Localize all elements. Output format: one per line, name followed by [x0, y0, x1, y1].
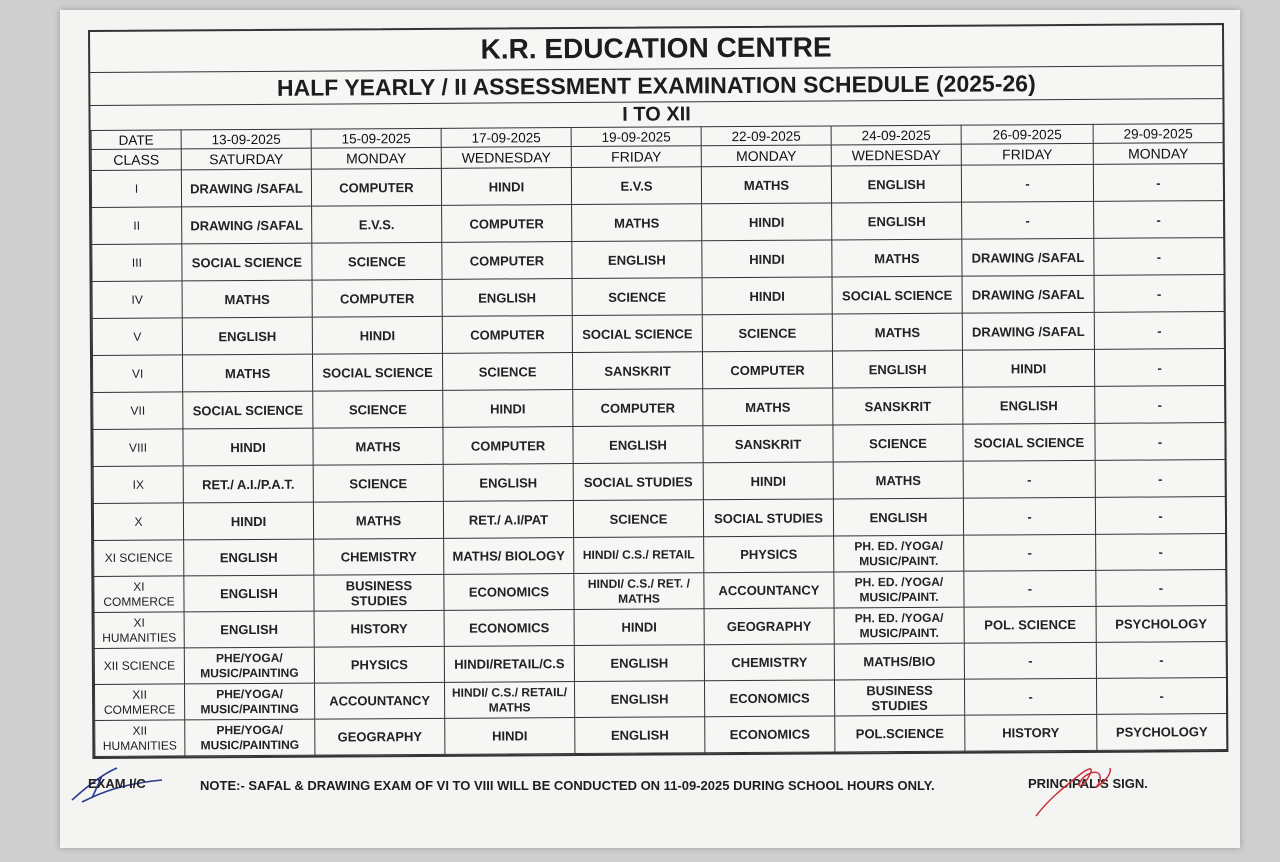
- subject-cell: ENGLISH: [575, 717, 705, 754]
- subject-cell: COMPUTER: [442, 205, 572, 243]
- footer-note: NOTE:- SAFAL & DRAWING EXAM OF VI TO VIII WILL BE CONDUCTED ON 11-09-2025 DURING SCHOOL HOURS ONLY.: [200, 778, 935, 793]
- subject-cell: ENGLISH: [831, 165, 961, 203]
- subject-cell: SCIENCE: [833, 424, 963, 462]
- subject-cell: ENGLISH: [573, 426, 703, 464]
- class-cell: IX: [93, 466, 183, 504]
- class-range: I TO XII: [622, 103, 691, 126]
- subject-cell: SCIENCE: [702, 314, 832, 352]
- principal-signature-icon: [1028, 760, 1128, 822]
- subject-cell: HINDI/ C.S./ RETAIL: [574, 537, 704, 574]
- subject-cell: -: [1095, 386, 1225, 424]
- class-cell: XI HUMANITIES: [94, 612, 184, 649]
- subject-cell: HINDI: [702, 203, 832, 241]
- subject-cell: COMPUTER: [573, 389, 703, 427]
- subject-cell: COMPUTER: [311, 168, 441, 206]
- subject-cell: PSYCHOLOGY: [1096, 606, 1226, 643]
- class-cell: VII: [93, 392, 183, 430]
- exam-ic-label: EXAM I/C: [88, 776, 146, 791]
- subject-cell: SCIENCE: [572, 278, 702, 316]
- class-cell: X: [93, 503, 183, 541]
- subject-cell: DRAWING /SAFAL: [181, 169, 311, 207]
- subject-cell: -: [1096, 678, 1226, 715]
- class-cell: V: [92, 318, 182, 356]
- subject-cell: MATHS: [701, 166, 831, 204]
- day-cell: MONDAY: [311, 147, 441, 169]
- day-cell: MONDAY: [701, 145, 831, 167]
- date-cell: 29-09-2025: [1093, 124, 1223, 144]
- subject-cell: SOCIAL SCIENCE: [182, 243, 312, 281]
- subject-cell: PHE/YOGA/ MUSIC/PAINTING: [185, 719, 315, 756]
- class-cell: XII HUMANITIES: [95, 720, 185, 757]
- day-cell: WEDNESDAY: [441, 147, 571, 169]
- subject-cell: MATHS: [572, 204, 702, 242]
- subject-cell: -: [1094, 349, 1224, 387]
- subject-cell: HINDI: [962, 349, 1094, 387]
- date-cell: 22-09-2025: [701, 126, 831, 146]
- subject-cell: -: [1096, 534, 1226, 571]
- subject-cell: HINDI: [702, 277, 832, 315]
- exam-title: HALF YEARLY / II ASSESSMENT EXAMINATION SCHEDULE (2025-26): [90, 66, 1222, 106]
- subject-cell: PH. ED. /YOGA/ MUSIC/PAINT.: [834, 607, 964, 644]
- subject-cell: SOCIAL SCIENCE: [963, 423, 1095, 461]
- subject-cell: COMPUTER: [443, 427, 573, 465]
- subject-cell: -: [962, 201, 1094, 239]
- subject-cell: -: [1093, 164, 1223, 202]
- subject-cell: -: [1096, 642, 1226, 679]
- table-row: [95, 714, 1227, 757]
- subject-cell: DRAWING /SAFAL: [962, 238, 1094, 276]
- subject-cell: -: [964, 642, 1096, 679]
- date-cell: 13-09-2025: [181, 129, 311, 149]
- subject-cell: ECONOMICS: [704, 680, 834, 717]
- schedule-sheet: [88, 23, 1228, 759]
- subject-cell: SCIENCE: [312, 242, 442, 280]
- schedule-table: [91, 123, 1228, 757]
- subject-cell: HINDI: [445, 718, 575, 755]
- subject-cell: HINDI: [183, 428, 313, 466]
- subject-cell: PHYSICS: [704, 536, 834, 573]
- class-cell: XI SCIENCE: [94, 540, 184, 577]
- day-cell: FRIDAY: [571, 146, 701, 168]
- subject-cell: PHYSICS: [314, 646, 444, 683]
- subject-cell: GEOGRAPHY: [704, 608, 834, 645]
- subject-cell: ENGLISH: [442, 279, 572, 317]
- subject-cell: ENGLISH: [184, 539, 314, 576]
- date-cell: 26-09-2025: [961, 124, 1093, 144]
- subject-cell: SOCIAL STUDIES: [703, 499, 833, 537]
- subject-cell: -: [1095, 423, 1225, 461]
- subject-cell: ENGLISH: [443, 464, 573, 502]
- subject-cell: MATHS: [832, 313, 962, 351]
- subject-cell: ACCOUNTANCY: [314, 682, 444, 719]
- subject-cell: ECONOMICS: [705, 716, 835, 753]
- subject-cell: MATHS: [833, 461, 963, 499]
- subject-cell: SCIENCE: [313, 390, 443, 428]
- subject-cell: ECONOMICS: [444, 574, 574, 611]
- date-cell: 19-09-2025: [571, 127, 701, 147]
- subject-cell: CHEMISTRY: [314, 538, 444, 575]
- subject-cell: -: [964, 678, 1096, 715]
- subject-cell: HINDI/RETAIL/C.S: [444, 646, 574, 683]
- subject-cell: MATHS: [832, 239, 962, 277]
- subject-cell: ENGLISH: [184, 611, 314, 648]
- subject-cell: COMPUTER: [312, 279, 442, 317]
- subject-cell: ENGLISH: [182, 317, 312, 355]
- subject-cell: MATHS: [182, 280, 312, 318]
- subject-cell: ENGLISH: [833, 498, 963, 536]
- footer: [88, 766, 1220, 826]
- subject-cell: POL. SCIENCE: [964, 606, 1096, 643]
- subject-cell: GEOGRAPHY: [315, 718, 445, 755]
- date-cell: 24-09-2025: [831, 125, 961, 145]
- subject-cell: BUSINESS STUDIES: [834, 679, 964, 716]
- subject-cell: DRAWING /SAFAL: [182, 206, 312, 244]
- day-cell: WEDNESDAY: [831, 144, 961, 166]
- subject-cell: PSYCHOLOGY: [1097, 714, 1227, 751]
- subject-cell: COMPUTER: [442, 242, 572, 280]
- subject-cell: -: [1094, 201, 1224, 239]
- subject-cell: CHEMISTRY: [704, 644, 834, 681]
- subject-cell: DRAWING /SAFAL: [962, 312, 1094, 350]
- subject-cell: ACCOUNTANCY: [704, 572, 834, 609]
- subject-cell: PH. ED. /YOGA/ MUSIC/PAINT.: [834, 571, 964, 608]
- subject-cell: SANSKRIT: [572, 352, 702, 390]
- subject-cell: HINDI: [574, 609, 704, 646]
- subject-cell: COMPUTER: [442, 316, 572, 354]
- subject-cell: HINDI/ C.S./ RETAIL/ MATHS: [444, 682, 574, 719]
- date-label: DATE: [91, 130, 181, 150]
- class-cell: III: [92, 244, 182, 282]
- subject-cell: MATHS: [703, 388, 833, 426]
- subject-cell: BUSINESS STUDIES: [314, 574, 444, 611]
- subject-cell: DRAWING /SAFAL: [962, 275, 1094, 313]
- school-name: K.R. EDUCATION CENTRE: [90, 25, 1222, 73]
- subject-cell: COMPUTER: [702, 351, 832, 389]
- subject-cell: MATHS/BIO: [834, 643, 964, 680]
- subject-cell: SCIENCE: [313, 464, 443, 502]
- subject-cell: ENGLISH: [572, 241, 702, 279]
- subject-cell: E.V.S.: [312, 205, 442, 243]
- subject-cell: HINDI: [702, 240, 832, 278]
- subject-cell: -: [1094, 312, 1224, 350]
- subject-cell: POL.SCIENCE: [835, 715, 965, 752]
- subject-cell: HINDI: [183, 502, 313, 540]
- date-cell: 15-09-2025: [311, 128, 441, 148]
- subject-cell: -: [1094, 238, 1224, 276]
- subject-cell: E.V.S: [571, 167, 701, 205]
- subject-cell: ENGLISH: [184, 575, 314, 612]
- subject-cell: RET./ A.I./P.A.T.: [183, 465, 313, 503]
- day-cell: SATURDAY: [181, 148, 311, 170]
- subject-cell: SOCIAL SCIENCE: [832, 276, 962, 314]
- subject-cell: MATHS: [313, 427, 443, 465]
- subject-cell: SANSKRIT: [833, 387, 963, 425]
- principal-sign-label: PRINCIPAL'S SIGN.: [1028, 776, 1148, 791]
- subject-cell: -: [1095, 460, 1225, 498]
- class-cell: XI COMMERCE: [94, 576, 184, 613]
- date-cell: 17-09-2025: [441, 128, 571, 148]
- subject-cell: -: [963, 497, 1095, 535]
- class-cell: VIII: [93, 429, 183, 467]
- subject-cell: -: [1096, 570, 1226, 607]
- subject-cell: ECONOMICS: [444, 610, 574, 647]
- subject-cell: -: [963, 460, 1095, 498]
- subject-cell: SOCIAL SCIENCE: [572, 315, 702, 353]
- subject-cell: PH. ED. /YOGA/ MUSIC/PAINT.: [834, 535, 964, 572]
- subject-cell: SOCIAL SCIENCE: [312, 353, 442, 391]
- subject-cell: SOCIAL SCIENCE: [183, 391, 313, 429]
- subject-cell: -: [961, 164, 1093, 202]
- subject-cell: -: [1095, 497, 1225, 535]
- subject-cell: HINDI: [443, 390, 573, 428]
- class-cell: XII COMMERCE: [94, 684, 184, 721]
- subject-cell: HINDI: [441, 168, 571, 206]
- subject-cell: ENGLISH: [574, 681, 704, 718]
- subject-cell: HISTORY: [314, 610, 444, 647]
- class-cell: IV: [92, 281, 182, 319]
- class-cell: XII SCIENCE: [94, 648, 184, 685]
- day-cell: MONDAY: [1093, 143, 1223, 165]
- subject-cell: ENGLISH: [832, 350, 962, 388]
- subject-cell: HINDI: [703, 462, 833, 500]
- day-cell: FRIDAY: [961, 143, 1093, 165]
- subject-cell: HINDI: [312, 316, 442, 354]
- class-cell: II: [92, 207, 182, 245]
- subject-cell: HINDI/ C.S./ RET. / MATHS: [574, 573, 704, 610]
- subject-cell: PHE/YOGA/ MUSIC/PAINTING: [184, 647, 314, 684]
- subject-cell: -: [964, 534, 1096, 571]
- class-cell: I: [91, 170, 181, 208]
- subject-cell: ENGLISH: [832, 202, 962, 240]
- subject-cell: -: [1094, 275, 1224, 313]
- class-cell: VI: [92, 355, 182, 393]
- subject-cell: RET./ A.I/PAT: [443, 501, 573, 539]
- subject-cell: SOCIAL STUDIES: [573, 463, 703, 501]
- subject-cell: SCIENCE: [442, 353, 572, 391]
- subject-cell: -: [964, 570, 1096, 607]
- subject-cell: MATHS/ BIOLOGY: [444, 538, 574, 575]
- subject-cell: ENGLISH: [963, 386, 1095, 424]
- subject-cell: HISTORY: [965, 714, 1097, 751]
- subject-cell: MATHS: [313, 501, 443, 539]
- subject-cell: ENGLISH: [574, 645, 704, 682]
- subject-cell: MATHS: [182, 354, 312, 392]
- subject-cell: SCIENCE: [573, 500, 703, 538]
- subject-cell: SANSKRIT: [703, 425, 833, 463]
- subject-cell: PHE/YOGA/ MUSIC/PAINTING: [184, 683, 314, 720]
- class-label: CLASS: [91, 149, 181, 171]
